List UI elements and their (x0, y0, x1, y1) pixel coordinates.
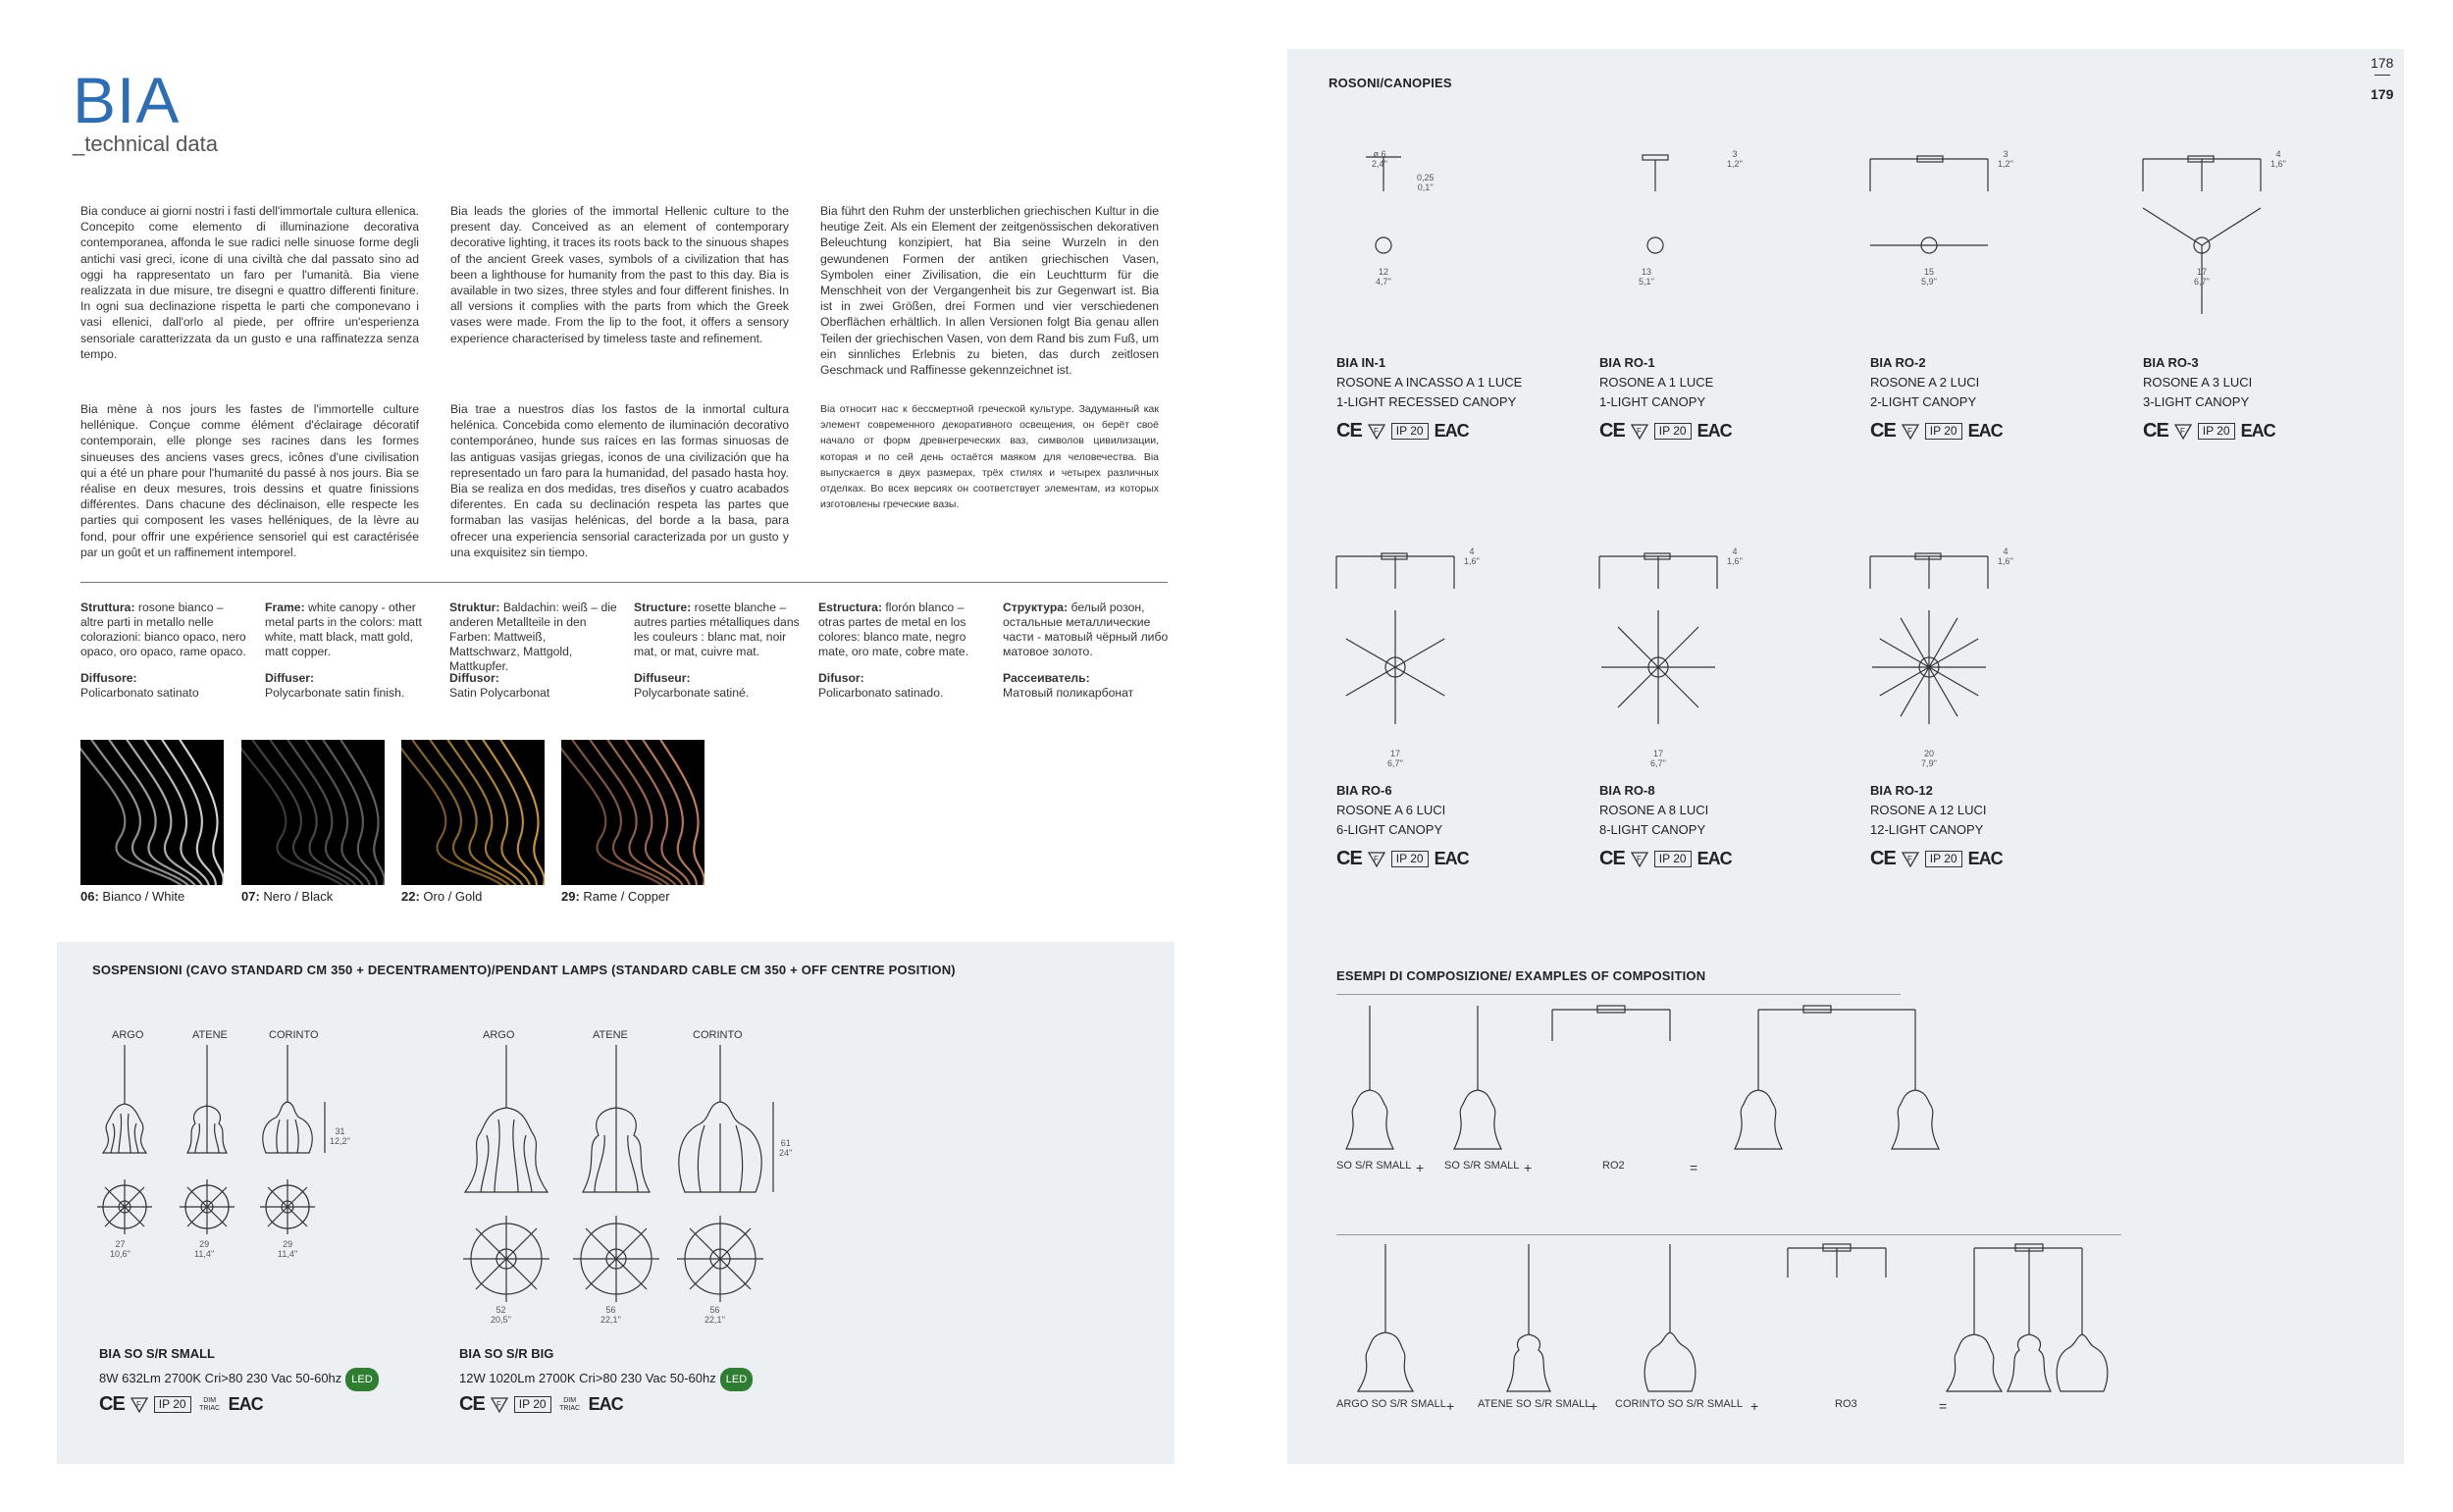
composition-row2-drawing (1336, 1244, 2141, 1391)
canopy-dimension: 4 1,6'' (2270, 149, 2286, 169)
canopy-info: BIA IN-1 ROSONE A INCASSO A 1 LUCE 1-LIGHT RECESSED CANOPY (1336, 355, 1523, 409)
svg-text:F: F (1636, 854, 1642, 863)
label-atene-big: ATENE (593, 1029, 628, 1041)
small-dim-argo: 27 10,6'' (110, 1239, 130, 1259)
ip-rating: IP 20 (1654, 851, 1692, 867)
pendant-section-title: SOSPENSIONI (CAVO STANDARD CM 350 + DECENTRAMENTO)/PENDANT LAMPS (STANDARD CABLE CM 350 + OFF CENTRE POSITION) (92, 963, 956, 977)
canopy-drawing (1336, 147, 1493, 353)
f-mark-icon (130, 1397, 148, 1413)
canopy-cert-row (1599, 848, 1732, 870)
ip-rating: IP 20 (2198, 423, 2235, 440)
composition-label: ATENE SO S/R SMALL (1478, 1398, 1592, 1410)
canopy-dimension: 20 7,9'' (1921, 749, 1937, 768)
ce-mark: CE (1870, 848, 1896, 869)
finish-swatch (241, 740, 385, 885)
canopy-dimension: 15 5,9'' (1921, 267, 1937, 287)
canopy-info: BIA RO-12 ROSONE A 12 LUCI 12-LIGHT CANOPY (1870, 783, 1987, 837)
canopy-dimension: 3 1,2'' (1727, 149, 1743, 169)
eac-mark: EAC (1696, 421, 1732, 441)
big-product-spec: 12W 1020Lm 2700K Cri>80 230 Vac 50-60hz LED (459, 1368, 753, 1391)
eac-mark: EAC (228, 1394, 263, 1414)
ce-mark: CE (1336, 848, 1362, 869)
ip-rating: IP 20 (1925, 423, 1962, 440)
svg-text:F: F (2179, 426, 2185, 436)
canopies-section-title: ROSONI/CANOPIES (1329, 76, 1452, 90)
eac-mark: EAC (1434, 849, 1469, 868)
text-english: Bia leads the glories of the immortal Hellenic culture to the present day. Conceived as an element of contemporary decorative lighting, it traces its roots back to the sinuous shapes of the ancient Greek vases, symbols of a civilization that has been a lighthouse for humanity from the past to this day. Bia is available in two sizes, three styles and four different finishes. In all versions it complies with the parts from which the Greek vases were made. From the lip to the foot, it offers a sensory experience characterised by timeless taste and refinement. (450, 204, 789, 345)
canopy-info: BIA RO-2 ROSONE A 2 LUCI 2-LIGHT CANOPY (1870, 355, 1980, 409)
composition-label: CORINTO SO S/R SMALL (1615, 1398, 1743, 1410)
canopy-info: BIA RO-6 ROSONE A 6 LUCI 6-LIGHT CANOPY (1336, 783, 1446, 837)
big-pendant-drawings (457, 1045, 791, 1320)
svg-text:F: F (1906, 854, 1912, 863)
text-italian: Bia conduce ai giorni nostri i fasti dell'immortale cultura ellenica. Concepito come elemento di illuminazione decorativa contemporanea, affonda le sue radici nelle sinuose forme degli antichi vasi greci, icone di una civiltà che dal passato sino ad oggi ha rappresentato un faro per l'umanità. Bia viene realizzata in due misure, tre disegni e quattro differenti finiture. In ogni sua declinazione rispetta le parti che componevano i vasi ellenici, dall'orlo al piede, per offrire un'esperienza sensoriale caratterizzata da un gusto e una raffinatezza senza tempo. (80, 204, 419, 361)
composition-operator: = (1690, 1160, 1698, 1175)
composition-operator: + (1446, 1398, 1455, 1414)
canopy-drawing (1599, 545, 1756, 751)
small-pendant-drawings (93, 1045, 348, 1241)
canopy-dimension: 4 1,6'' (1998, 547, 2013, 566)
canopy-dimension: 0,25 0,1'' (1417, 173, 1435, 192)
canopy-dimension: 17 6,7'' (2194, 267, 2210, 287)
finish-caption: 29: Rame / Copper (561, 889, 670, 904)
composition-operator: + (1590, 1398, 1598, 1414)
lamp-ribs-image (561, 740, 705, 885)
material-spec: Estructura: florón blanco – otras partes de metal en los colores: blanco mate, negro mate, oro mate, cobre mate. Difusor: Policarbonato satinado. (818, 600, 969, 700)
label-argo-big: ARGO (483, 1029, 515, 1041)
big-dim-argo: 52 20,5'' (491, 1305, 511, 1325)
ce-mark: CE (459, 1393, 485, 1415)
big-dim-atene: 56 22,1'' (600, 1305, 621, 1325)
label-argo-small: ARGO (112, 1029, 144, 1041)
small-dim-corinto: 29 11,4'' (278, 1239, 298, 1259)
composition-operator: + (1750, 1398, 1759, 1414)
eac-mark: EAC (588, 1394, 623, 1414)
dim-triac-icon: DIM TRIAC (199, 1396, 221, 1412)
canopy-cert-row (2143, 420, 2275, 443)
canopy-dimension: 3 1,2'' (1998, 149, 2013, 169)
material-spec: Структура: белый розон, остальные металлические части - матовый чёрный либо матовое золото. Рассеиватель: Матовый поликарбонат (1003, 600, 1169, 700)
ip-rating: IP 20 (514, 1396, 551, 1413)
svg-text:F: F (496, 1399, 501, 1409)
label-corinto-big: CORINTO (693, 1029, 743, 1041)
material-spec: Frame: white canopy - other metal parts in the colors: matt white, matt black, matt gold, matt copper. Diffuser: Polycarbonate satin finish. (265, 600, 422, 700)
ip-rating: IP 20 (1654, 423, 1692, 440)
composition-label: RO2 (1602, 1160, 1625, 1172)
f-mark-icon (1902, 852, 1919, 867)
f-mark-icon (1631, 852, 1648, 867)
big-dim-corinto: 56 22,1'' (705, 1305, 725, 1325)
canopy-info: BIA RO-1 ROSONE A 1 LUCE 1-LIGHT CANOPY (1599, 355, 1714, 409)
canopy-drawing (1870, 545, 2027, 751)
svg-text:F: F (135, 1399, 141, 1409)
composition-divider-1 (1336, 994, 1901, 995)
composition-row1-drawing (1336, 1006, 1925, 1153)
canopy-cert-row (1599, 420, 1732, 443)
finish-swatch (401, 740, 545, 885)
ip-rating: IP 20 (1391, 423, 1429, 440)
lamp-ribs-image (401, 740, 545, 885)
canopy-cert-row (1336, 848, 1469, 870)
canopy-drawing (2143, 147, 2300, 353)
finish-caption: 06: Bianco / White (80, 889, 185, 904)
canopy-cert-row (1870, 420, 2003, 443)
finish-caption: 22: Oro / Gold (401, 889, 483, 904)
canopy-drawing (1870, 147, 2027, 353)
canopy-dimension: 4 1,6'' (1464, 547, 1480, 566)
finish-swatch (561, 740, 705, 885)
eac-mark: EAC (1434, 421, 1469, 441)
small-dim-atene: 29 11,4'' (194, 1239, 215, 1259)
dim-triac-icon: DIM TRIAC (559, 1396, 581, 1412)
composition-operator: + (1416, 1160, 1425, 1175)
eac-mark: EAC (1696, 849, 1732, 868)
f-mark-icon (1902, 424, 1919, 440)
canopy-dimension: 13 5,1'' (1639, 267, 1654, 287)
svg-text:F: F (1636, 426, 1642, 436)
material-spec: Struktur: Baldachin: weiß – die anderen Metallteile in den Farben: Mattweiß, Mattschwarz, Mattgold, Mattkupfer. Diffusor: Satin Polycarbonat (449, 600, 617, 700)
lamp-ribs-image (80, 740, 224, 885)
material-spec: Structure: rosette blanche – autres parties métalliques dans les couleurs : blanc mat, noir mat, or mat, cuivre mat. Diffuseur: Polycarbonate satiné. (634, 600, 800, 700)
eac-mark: EAC (1967, 849, 2003, 868)
ce-mark: CE (99, 1393, 125, 1415)
composition-operator: + (1524, 1160, 1533, 1175)
ce-mark: CE (2143, 420, 2168, 442)
canopy-dimension: 17 6,7'' (1387, 749, 1403, 768)
composition-section-title: ESEMPI DI COMPOSIZIONE/ EXAMPLES OF COMPOSITION (1336, 968, 1706, 983)
composition-divider-2 (1336, 1234, 2121, 1235)
small-product-name: BIA SO S/R SMALL (99, 1346, 215, 1361)
eac-mark: EAC (2240, 421, 2275, 441)
canopy-info: BIA RO-8 ROSONE A 8 LUCI 8-LIGHT CANOPY (1599, 783, 1709, 837)
page-number-179: 179 (2371, 86, 2394, 102)
lamp-ribs-image (241, 740, 385, 885)
text-russian: Bia относит нас к бессмертной греческой культуре. Задуманный как элемент современного декоративного освещения, он берёт своё начало от форм древнегреческих ваз, символов цивилизации, которая и по сей день остаётся маяком для человечества. Bia выпускается в двух размерах, трёх стилях и четырех различных отделках. Во всех версиях он соответствует элементам, из которых изготовлены греческие вазы. (820, 403, 1159, 511)
led-badge: LED (345, 1368, 378, 1391)
canopy-info: BIA RO-3 ROSONE A 3 LUCI 3-LIGHT CANOPY (2143, 355, 2253, 409)
canopy-dimension: 17 6,7'' (1650, 749, 1666, 768)
f-mark-icon (491, 1397, 508, 1413)
big-height-dim: 61 24'' (779, 1138, 793, 1158)
big-product-name: BIA SO S/R BIG (459, 1346, 554, 1361)
label-corinto-small: CORINTO (269, 1029, 319, 1041)
composition-label: RO3 (1835, 1398, 1857, 1410)
text-german: Bia führt den Ruhm der unsterblichen griechischen Kultur in die heutige Zeit. Als ein Element der zeitgenössischen dekorativen Beleuchtung konzipiert, hat Bia seine Wurzeln in den gewundenen Formen der antiken griechischen Vasen, Symbolen einer Zivilisation, die ein Leuchtturm für die Menschheit von der Vergangenheit bis zur Gegenwart ist. Bia ist in zwei Größen, drei Formen und vier verschiedenen Oberflächen erhältlich. In allen Versionen folgt Bia genau allen Teilen der griechischen Vasen, von dem Rand bis zum Fuß, um ein sinnliches Erlebnis zu bieten, das durch zeitlosen Geschmack und Raffinesse gekennzeichnet ist. (820, 204, 1159, 378)
ip-rating: IP 20 (1391, 851, 1429, 867)
svg-text:F: F (1373, 854, 1379, 863)
composition-label: SO S/R SMALL (1444, 1160, 1520, 1172)
ce-mark: CE (1599, 848, 1625, 869)
led-badge: LED (720, 1368, 753, 1391)
f-mark-icon (1368, 852, 1385, 867)
canopy-cert-row (1336, 420, 1469, 443)
ce-mark: CE (1599, 420, 1625, 442)
canopy-dimension: ø 6 2,4'' (1372, 149, 1387, 169)
canopy-drawing (1599, 147, 1756, 353)
ip-rating: IP 20 (154, 1396, 191, 1413)
canopy-dimension: 4 1,6'' (1727, 547, 1743, 566)
svg-text:F: F (1373, 426, 1379, 436)
canopy-drawing (1336, 545, 1493, 751)
small-product-spec: 8W 632Lm 2700K Cri>80 230 Vac 50-60hz LED (99, 1368, 379, 1391)
label-atene-small: ATENE (192, 1029, 228, 1041)
finish-swatch (80, 740, 224, 885)
page-number-divider (2375, 75, 2390, 76)
composition-operator: = (1939, 1398, 1948, 1414)
text-french: Bia mène à nos jours les fastes de l'immortelle culture hellénique. Conçue comme élément d'éclairage décoratif contemporain, elle plonge ses racines dans les formes sinueuses des anciens vases grecs, icônes d'une civilisation qui a été un phare pour l'humanité du passé à nos jours. Bia se réalise en deux mesures, trois dessins et quatre finissions différentes. Dans chacune des déclinaison, elle respecte les parties qui composent les vases helléniques, de la lèvre au fond, pour offrir une expérience sensoriel qui est caractérisée par un goût et un raffinement intemporel. (80, 402, 419, 559)
canopy-dimension: 12 4,7'' (1376, 267, 1391, 287)
page-title: BIA (73, 64, 181, 136)
canopy-cert-row (1870, 848, 2003, 870)
composition-label: ARGO SO S/R SMALL (1336, 1398, 1446, 1410)
page-subtitle: _technical data (73, 131, 218, 156)
eac-mark: EAC (1967, 421, 2003, 441)
page-number-178: 178 (2371, 55, 2394, 71)
ce-mark: CE (1336, 420, 1362, 442)
composition-label: SO S/R SMALL (1336, 1160, 1412, 1172)
f-mark-icon (2174, 424, 2192, 440)
f-mark-icon (1631, 424, 1648, 440)
ce-mark: CE (1870, 420, 1896, 442)
small-cert-row (99, 1393, 263, 1416)
text-spanish: Bia trae a nuestros días los fastos de la inmortal cultura helénica. Concebida como elemento de iluminación decorativo contemporáneo, hunde sus raíces en las formas sinuosas de las antiguas vasijas griegas, iconos de una civilización que ha representado un faro para la humanidad, del pasado hasta hoy. Bia se realiza en dos medidas, tres diseños y cuatro acabados diferentes. En cada su declinación respeta las partes que formaban las vasijas helénicas, del borde a la basa, para ofrecer una experiencia sensorial caracterizada por un gusto y una exquisitez sin tiempo. (450, 402, 789, 559)
f-mark-icon (1368, 424, 1385, 440)
divider (80, 582, 1168, 583)
big-cert-row (459, 1393, 623, 1416)
ip-rating: IP 20 (1925, 851, 1962, 867)
finish-caption: 07: Nero / Black (241, 889, 334, 904)
material-spec: Struttura: rosone bianco – altre parti in metallo nelle colorazioni: bianco opaco, nero opaco, oro opaco, rame opaco. Diffusore: Policarbonato satinato (80, 600, 246, 700)
svg-text:F: F (1906, 426, 1912, 436)
small-height-dim: 31 12,2'' (330, 1126, 350, 1146)
